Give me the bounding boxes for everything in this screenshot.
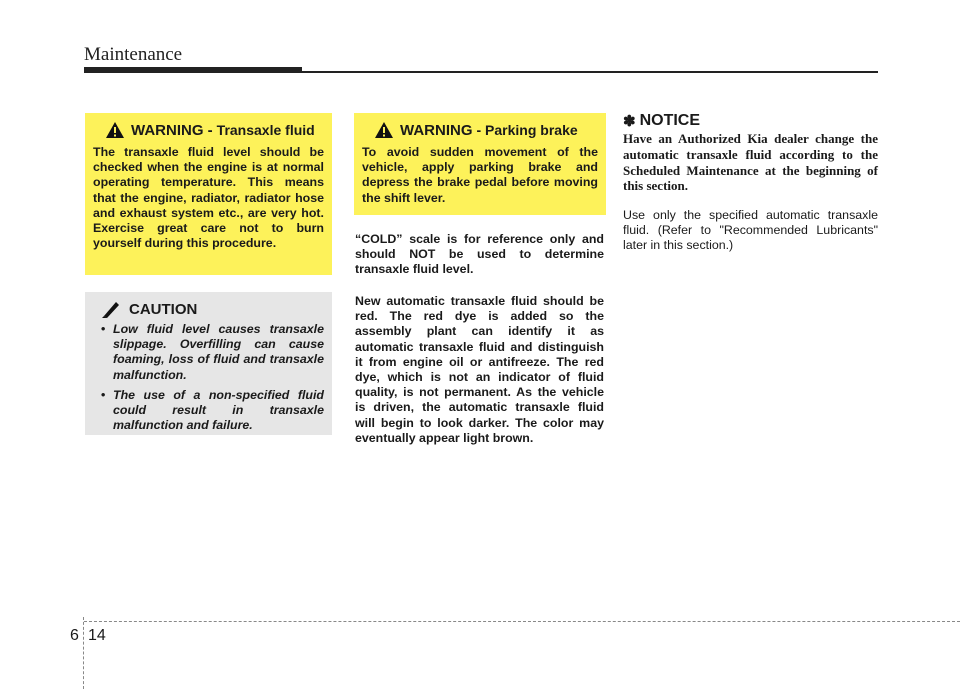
page-header-title: Maintenance [84, 44, 183, 65]
notice-heading [623, 112, 700, 130]
warning-triangle-icon [105, 121, 125, 139]
notice-fluid-text: Use only the specified automatic transaxle fluid. (Refer to "Recommended Lubricants" later in this section.) [623, 208, 878, 253]
page-number: 14 [88, 627, 106, 644]
warning-label: WARNING [400, 121, 473, 139]
caution-title: CAUTION [129, 300, 198, 318]
warning-triangle-icon [374, 121, 394, 139]
fluid-color-paragraph: New automatic transaxle fluid should be red. The red dye is added so the assembly plant can identify it as automatic transaxle fluid and distinguish it from engine oil or antifreeze. The red dye, which is not an indicator of fluid quality, is not permanent. As the vehicle is driven, the automatic transaxle fluid will begin to look darker. The color may eventually appear light brown. [355, 294, 604, 445]
warning-transaxle-heading [105, 121, 324, 139]
caution-list [93, 322, 324, 433]
notice-dealer-text: Have an Authorized Kia dealer change the automatic transaxle fluid according to the Scheduled Maintenance at the beginning of this section. [623, 131, 878, 194]
warning-parking-box [354, 113, 606, 215]
footer-rule [84, 621, 960, 622]
caution-box [85, 292, 332, 435]
footer-divider [83, 617, 85, 689]
warning-transaxle-text: The transaxle fluid level should be checked when the engine is at normal operating temperature. This means that the engine, radiator, radiator hose and exhaust system etc., are very hot. Exercise great care not to burn yourself during this procedure. [93, 145, 324, 251]
notice-title: NOTICE [639, 112, 701, 129]
caution-heading [101, 300, 324, 318]
warning-topic: - Parking brake [476, 122, 578, 138]
header-rule-thin [302, 71, 878, 73]
pencil-icon [101, 300, 121, 318]
warning-topic: Transaxle fluid [216, 122, 315, 138]
caution-item: • The use of a non-specified fluid could result in transaxle malfunction and failure. [101, 387, 324, 433]
cold-scale-paragraph: “COLD” scale is for reference only and should NOT be used to determine transaxle fluid level. [355, 232, 604, 277]
header-rule-thick [84, 67, 302, 73]
warning-label: WARNING - [131, 121, 213, 139]
caution-item: • Low fluid level causes transaxle slippage. Overfilling can cause foaming, loss of fluid and transaxle malfunction. [101, 322, 324, 382]
star-icon: ✽ [623, 113, 636, 130]
chapter-number: 6 [70, 627, 79, 644]
warning-parking-text: To avoid sudden movement of the vehicle, apply parking brake and depress the brake pedal before moving the shift lever. [362, 145, 598, 205]
warning-transaxle-box [85, 113, 332, 275]
warning-parking-heading [374, 121, 598, 139]
